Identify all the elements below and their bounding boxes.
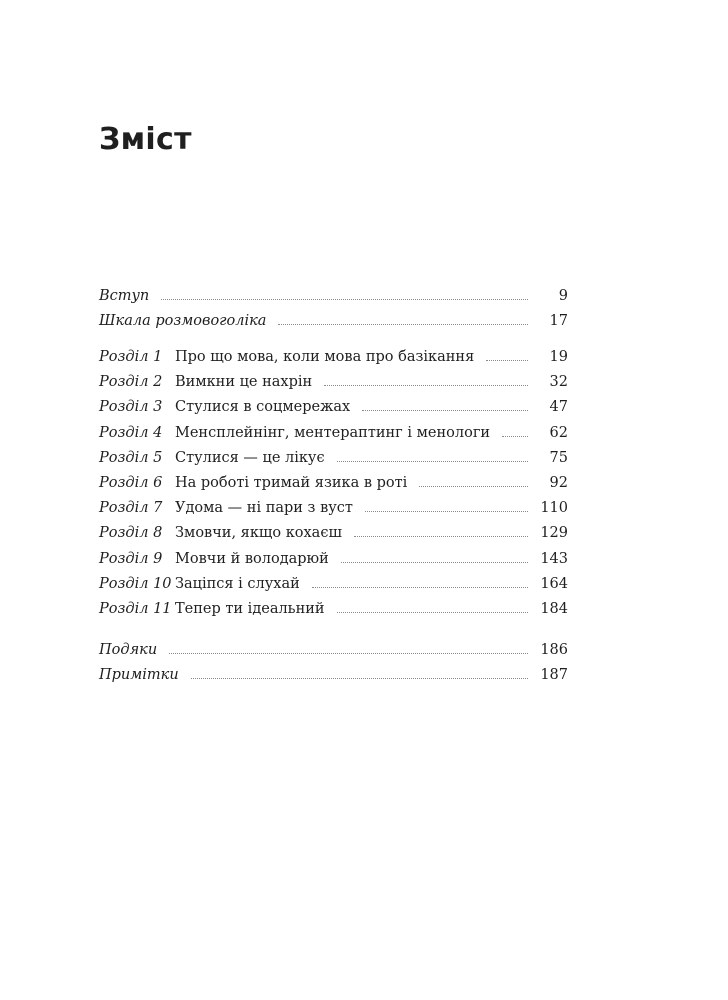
dot-leader	[362, 410, 528, 411]
entry-label: Примітки	[99, 667, 179, 684]
chapter-label: Розділ 10	[99, 575, 172, 592]
page-number: 75	[549, 449, 568, 466]
chapter-entry[interactable]	[0, 446, 728, 470]
page-number: 62	[549, 424, 568, 441]
chapter-label: Розділ 9	[99, 550, 163, 567]
page-number: 92	[549, 475, 568, 491]
chapter-entry[interactable]	[0, 471, 728, 495]
chapter-title: Стулися — це лікує	[175, 449, 325, 466]
page-number: 186	[540, 642, 568, 658]
front-matter-entry[interactable]	[0, 309, 728, 333]
chapter-entry[interactable]	[0, 597, 728, 621]
chapter-entry[interactable]	[0, 421, 728, 445]
back-matter-entry[interactable]	[0, 638, 728, 662]
dot-leader	[337, 612, 528, 613]
chapter-title: Тепер ти ідеальний	[175, 601, 325, 617]
front-matter-entry[interactable]	[0, 284, 728, 308]
dot-leader	[502, 436, 528, 437]
page-title: Зміст	[99, 122, 192, 157]
dot-leader	[365, 511, 528, 512]
chapter-label: Розділ 3	[99, 399, 163, 416]
chapter-title: Про що мова, коли мова про базікання	[175, 349, 475, 365]
chapter-entry[interactable]	[0, 370, 728, 394]
dot-leader	[169, 653, 528, 654]
chapter-entry[interactable]	[0, 572, 728, 596]
page-number: 184	[540, 601, 568, 617]
dot-leader	[191, 678, 528, 679]
chapter-title: Удома — ні пари з вуст	[175, 500, 353, 517]
dot-leader	[419, 486, 528, 487]
page-number: 187	[540, 667, 568, 684]
chapter-label: Розділ 2	[99, 374, 163, 391]
entry-label: Вступ	[99, 288, 150, 304]
chapter-title: Мовчи й володарюй	[175, 550, 329, 567]
chapter-title: Вимкни це нахрін	[175, 374, 313, 391]
chapter-label: Розділ 11	[99, 601, 172, 617]
page-number: 129	[540, 525, 568, 542]
chapter-entry[interactable]	[0, 345, 728, 369]
chapter-title: Змовчи, якщо кохаєш	[175, 525, 342, 542]
page-number: 32	[549, 374, 568, 391]
chapter-title: Стулися в соцмережах	[175, 399, 351, 416]
back-matter-entry[interactable]	[0, 663, 728, 687]
chapter-entry[interactable]	[0, 521, 728, 545]
dot-leader	[341, 562, 528, 563]
chapter-label: Розділ 4	[99, 424, 163, 441]
page-number: 143	[540, 550, 568, 567]
chapter-title: Заціпся і слухай	[175, 575, 300, 592]
dot-leader	[324, 385, 528, 386]
dot-leader	[354, 536, 528, 537]
chapter-label: Розділ 8	[99, 525, 163, 542]
dot-leader	[278, 324, 528, 325]
page-number: 19	[549, 349, 568, 365]
chapter-title: Менсплейнінг, ментераптинг і менологи	[175, 424, 491, 441]
chapter-entry[interactable]	[0, 496, 728, 520]
page-number: 17	[549, 313, 568, 330]
dot-leader	[161, 299, 528, 300]
page-number: 9	[558, 288, 568, 304]
chapter-entry[interactable]	[0, 395, 728, 419]
chapter-label: Розділ 7	[99, 500, 163, 517]
dot-leader	[486, 360, 528, 361]
entry-label: Шкала розмовоголіка	[99, 313, 267, 330]
chapter-label: Розділ 1	[99, 349, 163, 365]
chapter-title: На роботі тримай язика в роті	[175, 475, 408, 491]
entry-label: Подяки	[99, 642, 158, 658]
chapter-label: Розділ 6	[99, 475, 163, 491]
page-number: 47	[549, 399, 568, 416]
page-number: 110	[540, 500, 568, 517]
chapter-label: Розділ 5	[99, 449, 163, 466]
dot-leader	[337, 461, 528, 462]
chapter-entry[interactable]	[0, 547, 728, 571]
page-number: 164	[540, 575, 568, 592]
dot-leader	[312, 587, 528, 588]
